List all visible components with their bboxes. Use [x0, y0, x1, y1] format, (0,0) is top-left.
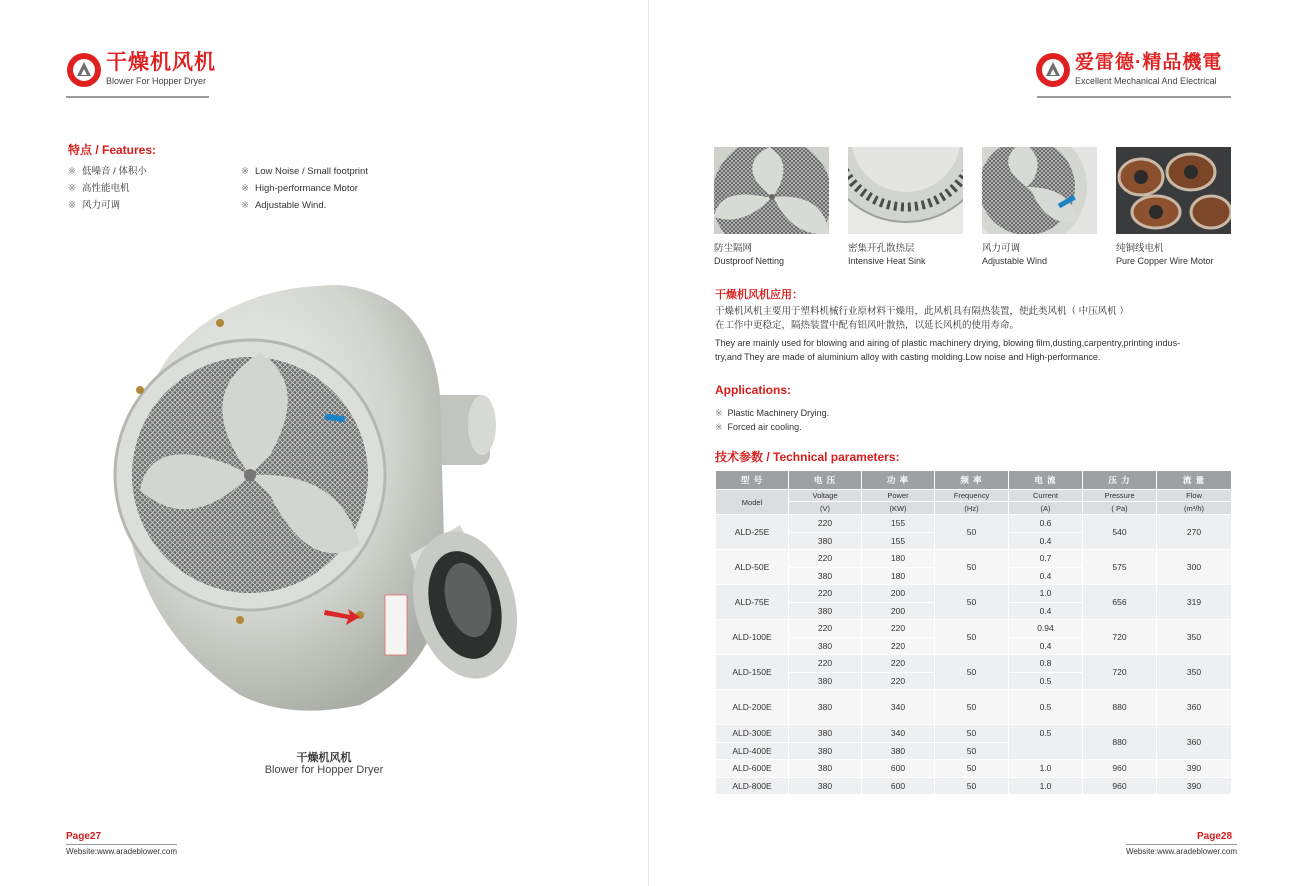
cell-voltage: 380	[789, 637, 862, 655]
application-text-en-2: try,and They are made of aluminium alloy with casting molding.Low noise and High-performance.	[715, 352, 1101, 362]
col-head-en: Power	[862, 490, 935, 502]
cell-voltage: 220	[789, 620, 862, 638]
cell-power: 180	[862, 550, 935, 568]
cell-pressure: 880	[1083, 690, 1157, 725]
table-row	[716, 585, 1232, 603]
cell-pressure: 720	[1083, 655, 1157, 690]
tech-params-table	[715, 470, 1232, 795]
cell-frequency: 50	[935, 742, 1009, 760]
cell-current: 1.0	[1009, 777, 1083, 795]
features-title: 特点 / Features:	[68, 143, 157, 157]
cell-flow: 270	[1157, 515, 1232, 550]
cell-frequency: 50	[935, 620, 1009, 655]
list-item: ※ Low Noise / Small footprint	[241, 166, 368, 177]
cell-voltage: 380	[789, 690, 862, 725]
col-head-unit: (Hz)	[935, 502, 1009, 515]
cell-voltage: 380	[789, 725, 862, 743]
cell-power: 220	[862, 620, 935, 638]
netting-image	[714, 147, 829, 234]
cell-flow: 350	[1157, 655, 1232, 690]
cell-current: 0.5	[1009, 725, 1083, 760]
thumb-adjustable-wind	[982, 147, 1097, 267]
list-item: ※ Adjustable Wind.	[241, 200, 327, 211]
table-row	[716, 550, 1232, 568]
cell-current: 0.4	[1009, 567, 1083, 585]
col-head-unit: (V)	[789, 502, 862, 515]
cell-power: 155	[862, 532, 935, 550]
cell-model: ALD-50E	[716, 550, 789, 585]
cell-pressure: 575	[1083, 550, 1157, 585]
col-head-en: Current	[1009, 490, 1083, 502]
cell-voltage: 380	[789, 532, 862, 550]
page-left	[0, 0, 648, 886]
cell-current: 0.6	[1009, 515, 1083, 533]
col-head-en: Voltage	[789, 490, 862, 502]
product-logo	[67, 52, 216, 87]
cell-model: ALD-100E	[716, 620, 789, 655]
cell-power: 155	[862, 515, 935, 533]
blower-product-image	[110, 275, 530, 720]
application-text-cn-2: 在工作中更稳定，隔热装置中配有铝风叶散热，以延长风机的使用寿命。	[715, 320, 1020, 331]
product-title-cn: 干燥机风机	[106, 51, 216, 74]
col-head-voltage: 电 压	[789, 471, 862, 490]
cell-pressure: 656	[1083, 585, 1157, 620]
thumb-caption-cn: 密集开孔散热层	[848, 243, 915, 254]
thumb-caption-cn: 防尘隔网	[714, 243, 753, 254]
cell-model: ALD-300E	[716, 725, 789, 743]
table-row	[716, 725, 1232, 743]
thumb-caption-en: Dustproof Netting	[714, 256, 785, 266]
table-row	[716, 760, 1232, 778]
cell-power: 200	[862, 585, 935, 603]
cell-current: 0.4	[1009, 532, 1083, 550]
header-rule	[1037, 96, 1231, 98]
cell-frequency: 50	[935, 725, 1009, 743]
application-text-cn-1: 干燥机风机主要用于塑料机械行业原材料干燥用，此风机具有隔热装置，使此类风机（ 中压风机 ）	[715, 306, 1129, 317]
product-caption-cn: 干燥机风机	[296, 752, 352, 764]
cell-flow: 319	[1157, 585, 1232, 620]
cell-model: ALD-200E	[716, 690, 789, 725]
brand-name-cn: 爱雷德·精品機電	[1075, 52, 1223, 73]
cell-power: 220	[862, 655, 935, 673]
cell-current: 1.0	[1009, 760, 1083, 778]
thumb-copper-motor	[1116, 147, 1231, 267]
cell-voltage: 220	[789, 655, 862, 673]
thumb-caption-cn: 纯铜线电机	[1116, 243, 1164, 254]
table-row	[716, 620, 1232, 638]
cell-frequency: 50	[935, 515, 1009, 550]
cell-current: 0.5	[1009, 690, 1083, 725]
list-item: ※ Plastic Machinery Drying.	[715, 408, 830, 418]
cell-current: 0.4	[1009, 637, 1083, 655]
applications-list	[715, 406, 829, 434]
cell-current: 0.8	[1009, 655, 1083, 673]
cell-power: 220	[862, 672, 935, 690]
cell-flow: 360	[1157, 690, 1232, 725]
page-number: Page28	[1197, 831, 1233, 842]
cell-current: 0.94	[1009, 620, 1083, 638]
cell-voltage: 380	[789, 602, 862, 620]
cell-frequency: 50	[935, 690, 1009, 725]
cell-model: ALD-75E	[716, 585, 789, 620]
cell-frequency: 50	[935, 585, 1009, 620]
cell-power: 180	[862, 567, 935, 585]
cell-voltage: 220	[789, 550, 862, 568]
cell-power: 200	[862, 602, 935, 620]
col-head-unit: (KW)	[862, 502, 935, 515]
cell-voltage: 380	[789, 760, 862, 778]
cell-pressure: 960	[1083, 777, 1157, 795]
header-rule	[66, 96, 209, 98]
cell-model: ALD-400E	[716, 742, 789, 760]
list-item: ※ Forced air cooling.	[715, 422, 802, 432]
cell-frequency: 50	[935, 777, 1009, 795]
cell-model: ALD-150E	[716, 655, 789, 690]
col-head-current: 电 流	[1009, 471, 1083, 490]
cell-frequency: 50	[935, 655, 1009, 690]
cell-frequency: 50	[935, 550, 1009, 585]
website-link[interactable]: Website:www.aradeblower.com	[1126, 844, 1237, 856]
brand-logo	[1036, 52, 1222, 87]
brand-logo-icon	[67, 53, 101, 87]
cell-power: 220	[862, 637, 935, 655]
cell-power: 600	[862, 760, 935, 778]
applications-title: Applications:	[715, 383, 792, 397]
table-row	[716, 777, 1232, 795]
col-head-pressure: 压 力	[1083, 471, 1157, 490]
tech-params-title: 技术参数 / Technical parameters:	[715, 450, 900, 464]
cell-model: ALD-800E	[716, 777, 789, 795]
table-row	[716, 515, 1232, 533]
cell-current: 0.5	[1009, 672, 1083, 690]
page-number: Page27	[66, 831, 102, 842]
list-item: ※ High-performance Motor	[241, 183, 358, 194]
table-row	[716, 655, 1232, 673]
cell-power: 340	[862, 690, 935, 725]
cell-power: 340	[862, 725, 935, 743]
cell-flow: 360	[1157, 725, 1232, 760]
features-en-list	[241, 163, 368, 214]
cell-flow: 390	[1157, 777, 1232, 795]
thumb-caption-en: Pure Copper Wire Motor	[1116, 256, 1214, 266]
cell-model: ALD-600E	[716, 760, 789, 778]
features-cn-list	[68, 163, 147, 214]
cell-frequency: 50	[935, 760, 1009, 778]
list-item: ※ 风力可调	[68, 200, 120, 211]
application-text-en-1: They are mainly used for blowing and airing of plastic machinery drying, blowing film,dusting,carpentry,printing indus-	[715, 338, 1181, 348]
thumb-caption-en: Intensive Heat Sink	[848, 256, 926, 266]
heat-sink-image	[848, 147, 963, 234]
col-head-unit: (m³/h)	[1157, 502, 1232, 515]
cell-voltage: 220	[789, 585, 862, 603]
cell-current: 0.4	[1009, 602, 1083, 620]
cell-voltage: 380	[789, 567, 862, 585]
cell-voltage: 380	[789, 777, 862, 795]
thumb-caption-cn: 风力可调	[982, 243, 1021, 254]
col-head-model-en: Model	[716, 490, 789, 515]
copper-motor-image	[1116, 147, 1231, 234]
cell-pressure: 720	[1083, 620, 1157, 655]
cell-power: 380	[862, 742, 935, 760]
page-right	[649, 0, 1297, 886]
feature-thumbnails	[714, 147, 1231, 267]
cell-pressure: 540	[1083, 515, 1157, 550]
col-head-en: Frequency	[935, 490, 1009, 502]
thumb-caption-en: Adjustable Wind	[982, 256, 1048, 266]
product-title-en: Blower For Hopper Dryer	[106, 76, 207, 86]
cell-voltage: 380	[789, 742, 862, 760]
col-head-power: 功 率	[862, 471, 935, 490]
table-row	[716, 690, 1232, 725]
col-head-unit: (A)	[1009, 502, 1083, 515]
brand-slogan-en: Excellent Mechanical And Electrical	[1075, 76, 1217, 86]
product-caption-en: Blower for Hopper Dryer	[264, 764, 384, 776]
cell-voltage: 220	[789, 515, 862, 533]
cell-flow: 300	[1157, 550, 1232, 585]
brand-logo-icon	[1036, 53, 1070, 87]
cell-current: 0.7	[1009, 550, 1083, 568]
list-item: ※ 高性能电机	[68, 183, 130, 194]
col-head-unit: ( Pa)	[1083, 502, 1157, 515]
cell-flow: 390	[1157, 760, 1232, 778]
col-head-en: Flow	[1157, 490, 1232, 502]
cell-voltage: 380	[789, 672, 862, 690]
thumb-dustproof-netting	[714, 147, 829, 267]
cell-pressure: 960	[1083, 760, 1157, 778]
list-item: ※ 低噪音 / 体积小	[68, 166, 147, 177]
cell-flow: 350	[1157, 620, 1232, 655]
application-title-cn: 干燥机风机应用：	[715, 289, 803, 301]
cell-power: 600	[862, 777, 935, 795]
cell-current: 1.0	[1009, 585, 1083, 603]
col-head-en: Pressure	[1083, 490, 1157, 502]
col-head-flow: 流 量	[1157, 471, 1232, 490]
website-link[interactable]: Website:www.aradeblower.com	[66, 844, 177, 856]
col-head-model: 型 号	[716, 471, 789, 490]
cell-pressure: 880	[1083, 725, 1157, 760]
cell-model: ALD-25E	[716, 515, 789, 550]
thumb-heat-sink	[848, 147, 963, 267]
col-head-frequency: 频 率	[935, 471, 1009, 490]
adjustable-wind-image	[982, 147, 1097, 234]
